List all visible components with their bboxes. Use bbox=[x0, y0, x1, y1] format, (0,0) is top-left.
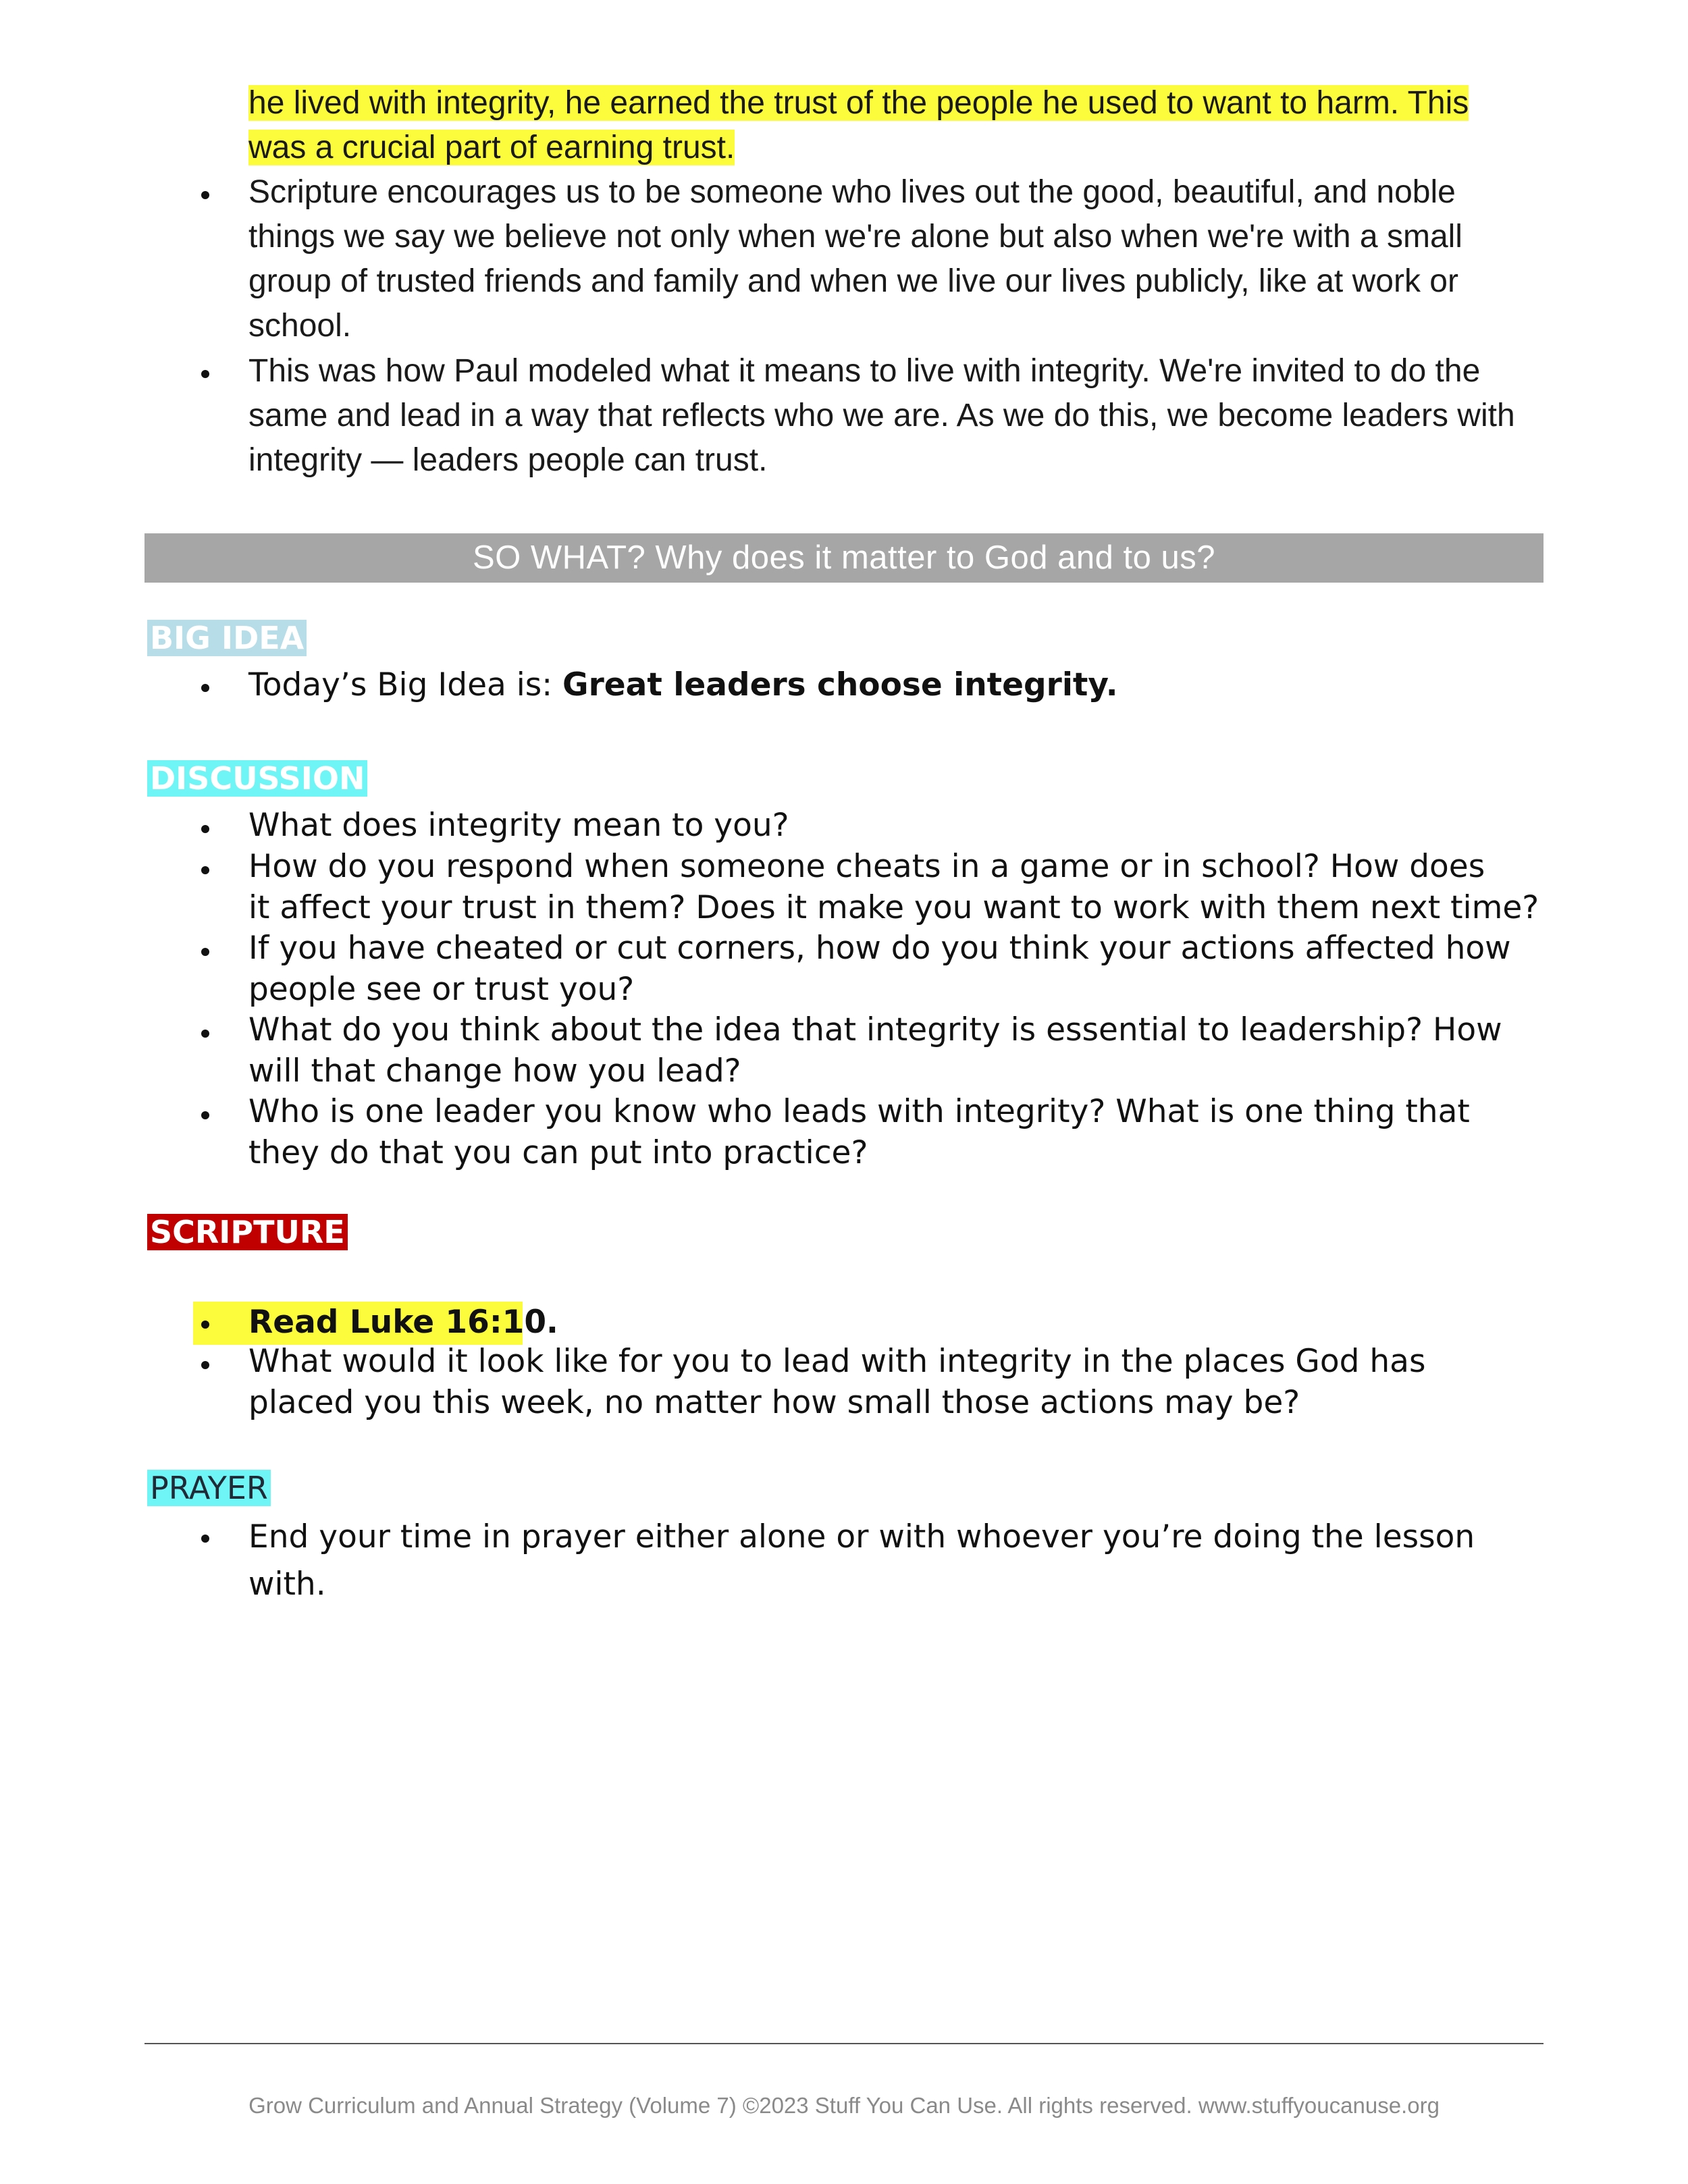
big-idea-text: Great leaders choose integrity. bbox=[562, 666, 1118, 703]
scripture-reading bbox=[248, 1302, 1545, 1343]
big-idea-prefix: Today’s Big Idea is: bbox=[248, 666, 563, 703]
scripture-label: SCRIPTURE bbox=[147, 1214, 348, 1250]
prayer-instruction bbox=[248, 1514, 1545, 1608]
intro-bullet-1-line-2: things we say we believe not only when we're alone but also when we're with a small bbox=[248, 219, 1462, 255]
discussion-q4-line-2: will that change how you lead? bbox=[248, 1053, 741, 1090]
big-idea-statement bbox=[248, 664, 1545, 705]
bullet-icon bbox=[201, 1361, 209, 1369]
scripture-section bbox=[147, 1213, 348, 1252]
discussion-question-3 bbox=[248, 928, 1545, 1010]
bullet-icon bbox=[201, 866, 209, 874]
intro-bullet-2-line-1: This was how Paul modeled what it means to live with integrity. We're invited to do the bbox=[248, 353, 1481, 389]
scripture-question-line-2: placed you this week, no matter how small those actions may be? bbox=[248, 1384, 1300, 1421]
discussion-label: DISCUSSION bbox=[147, 760, 367, 797]
discussion-q5-line-1: Who is one leader you know who leads with integrity? What is one thing that bbox=[248, 1093, 1470, 1130]
bullet-icon bbox=[201, 1111, 209, 1119]
bullet-icon bbox=[201, 370, 209, 378]
prayer-label: PRAYER bbox=[147, 1470, 271, 1506]
bullet-icon bbox=[201, 1321, 209, 1329]
bullet-icon bbox=[201, 191, 209, 199]
discussion-q2-line-1: How do you respond when someone cheats in a game or in school? How does bbox=[248, 848, 1485, 885]
discussion-q3-line-1: If you have cheated or cut corners, how do you think your actions affected how bbox=[248, 930, 1511, 967]
footer-copyright: Grow Curriculum and Annual Strategy (Volume 7) ©2023 Stuff You Can Use. All rights reserved. www.stuffyoucanuse.org bbox=[248, 2093, 1440, 2118]
intro-bullet-1 bbox=[248, 170, 1545, 348]
intro-bullet-2-line-3: integrity — leaders people can trust. bbox=[248, 442, 768, 478]
discussion-q5-line-2: they do that you can put into practice? bbox=[248, 1134, 868, 1171]
prayer-section bbox=[147, 1468, 271, 1508]
bullet-icon bbox=[201, 1030, 209, 1038]
discussion-question-2 bbox=[248, 846, 1545, 928]
intro-bullet-2 bbox=[248, 349, 1545, 483]
big-idea-section bbox=[147, 618, 307, 658]
scripture-question bbox=[248, 1341, 1545, 1423]
discussion-q4-line-1: What do you think about the idea that integrity is essential to leadership? How bbox=[248, 1011, 1502, 1048]
discussion-q3-line-2: people see or trust you? bbox=[248, 971, 635, 1008]
intro-bullet-1-line-3: group of trusted friends and family and when we live our lives publicly, like at work or bbox=[248, 263, 1458, 299]
bullet-icon bbox=[201, 825, 209, 833]
intro-highlight-line-1: he lived with integrity, he earned the trust of the people he used to want to harm. This bbox=[248, 85, 1469, 121]
discussion-q1-line-1: What does integrity mean to you? bbox=[248, 807, 789, 844]
discussion-question-1 bbox=[248, 805, 1545, 846]
footer-divider bbox=[144, 2043, 1544, 2044]
prayer-line-1: End your time in prayer either alone or with whoever you’re doing the lesson bbox=[248, 1518, 1475, 1555]
scripture-reading-text: Read Luke 16:10. bbox=[248, 1304, 558, 1341]
intro-bullet-1-line-4: school. bbox=[248, 308, 352, 344]
discussion-question-5 bbox=[248, 1091, 1545, 1173]
bullet-icon bbox=[201, 684, 209, 692]
scripture-question-line-1: What would it look like for you to lead with integrity in the places God has bbox=[248, 1343, 1426, 1380]
discussion-q2-line-2: it affect your trust in them? Does it make you want to work with them next time? bbox=[248, 889, 1539, 926]
discussion-question-4 bbox=[248, 1009, 1545, 1092]
intro-bullet-2-line-2: same and lead in a way that reflects who we are. As we do this, we become leaders with bbox=[248, 398, 1515, 433]
big-idea-label: BIG IDEA bbox=[147, 620, 307, 656]
bullet-icon bbox=[201, 1535, 209, 1543]
intro-bullet-1-line-1: Scripture encourages us to be someone who lives out the good, beautiful, and noble bbox=[248, 174, 1456, 210]
section-banner: SO WHAT? Why does it matter to God and to us? bbox=[144, 533, 1544, 583]
intro-continuation bbox=[248, 81, 1469, 170]
discussion-section bbox=[147, 759, 367, 798]
prayer-line-2: with. bbox=[248, 1566, 326, 1603]
intro-highlight-line-2: was a crucial part of earning trust. bbox=[248, 130, 735, 165]
bullet-icon bbox=[201, 948, 209, 956]
